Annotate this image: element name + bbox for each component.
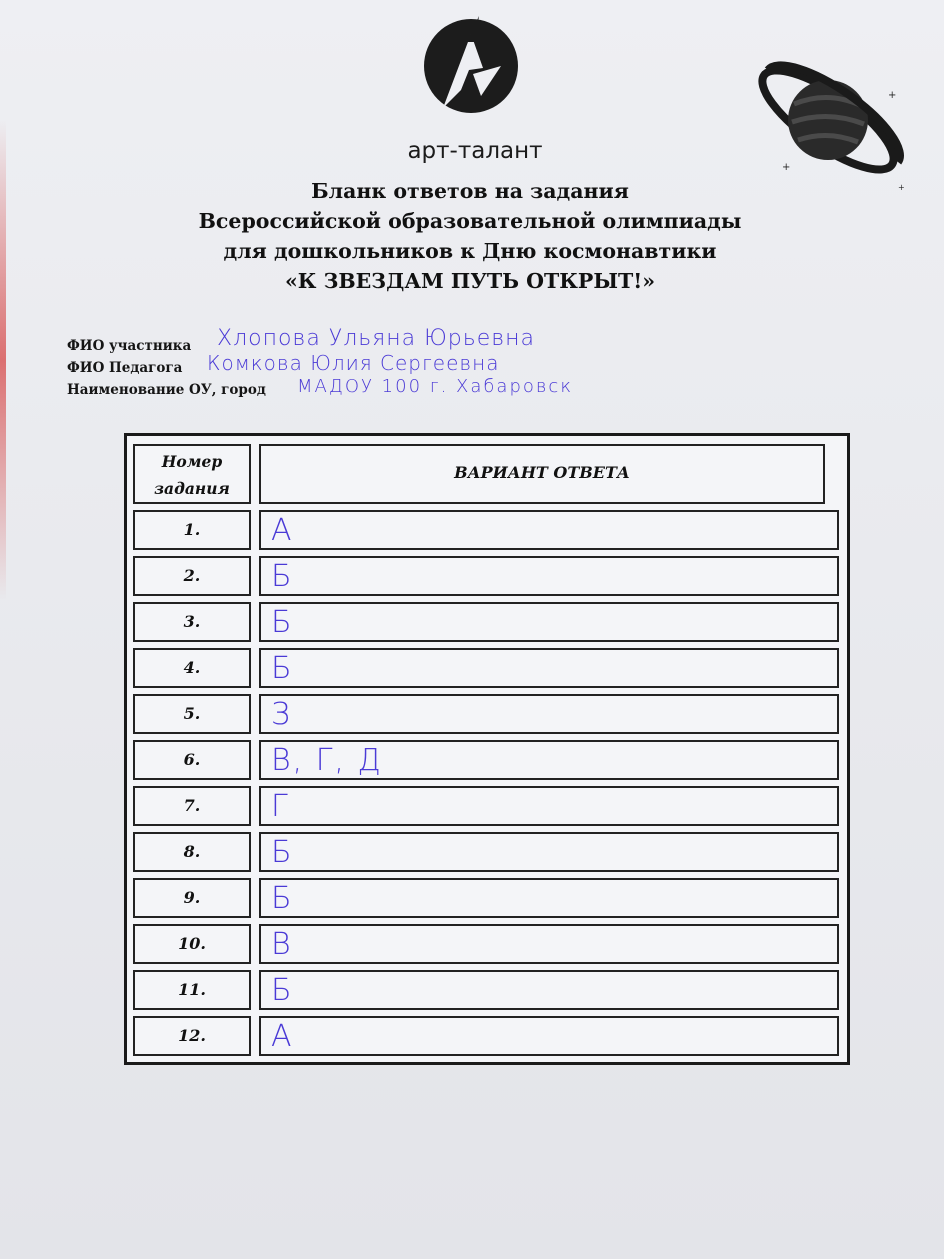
answer-cell xyxy=(259,924,839,964)
brand-name: арт-талант xyxy=(407,138,543,164)
column-header-number-line1: Номер xyxy=(161,452,223,471)
column-header-number xyxy=(133,444,251,504)
handwritten-answer: Б xyxy=(271,559,294,594)
table-header xyxy=(133,444,825,504)
answer-cell xyxy=(259,832,839,872)
table-row xyxy=(133,738,839,784)
table-row xyxy=(133,508,839,554)
task-number: 6. xyxy=(133,740,251,780)
column-header-number-line2: задания xyxy=(154,479,230,498)
teacher-row xyxy=(67,351,667,376)
school-value: МАДОУ 100 г. Хабаровск xyxy=(297,376,574,397)
handwritten-answer: Б xyxy=(271,973,294,1008)
table-row xyxy=(133,600,839,646)
table-body xyxy=(133,508,839,1060)
task-number: 7. xyxy=(133,786,251,826)
school-label: Наименование ОУ, город xyxy=(67,382,266,398)
task-number: 1. xyxy=(133,510,251,550)
answer-cell xyxy=(259,878,839,918)
handwritten-answer: Г xyxy=(271,789,290,824)
title-line-3: для дошкольников к Дню космонавтики xyxy=(223,239,717,263)
handwritten-answer: Б xyxy=(271,881,294,916)
handwritten-answer: В xyxy=(271,927,293,962)
participant-info xyxy=(67,326,667,398)
title-line-4: «К ЗВЕЗДАМ ПУТЬ ОТКРЫТ!» xyxy=(284,269,656,293)
task-number: 9. xyxy=(133,878,251,918)
task-number: 4. xyxy=(133,648,251,688)
school-row xyxy=(67,376,667,398)
table-row xyxy=(133,692,839,738)
handwritten-answer: А xyxy=(271,513,294,548)
sheet-title-block xyxy=(120,176,820,296)
task-number: 12. xyxy=(133,1016,251,1056)
task-number: 2. xyxy=(133,556,251,596)
participant-label: ФИО участника xyxy=(67,338,192,354)
answer-cell xyxy=(259,556,839,596)
task-number: 3. xyxy=(133,602,251,642)
participant-value: Хлопова Ульяна Юрьевна xyxy=(217,326,536,351)
table-row xyxy=(133,784,839,830)
task-number: 8. xyxy=(133,832,251,872)
answer-cell xyxy=(259,740,839,780)
answer-cell xyxy=(259,694,839,734)
teacher-label: ФИО Педагога xyxy=(67,360,183,376)
handwritten-answer: Б xyxy=(271,605,294,640)
task-number: 11. xyxy=(133,970,251,1010)
answer-cell xyxy=(259,786,839,826)
svg-text:+: + xyxy=(782,162,791,173)
table-row xyxy=(133,554,839,600)
title-line-1: Бланк ответов на задания xyxy=(311,179,629,203)
answer-table xyxy=(124,433,850,1065)
table-row xyxy=(133,830,839,876)
svg-text:+: + xyxy=(888,90,897,101)
answer-cell xyxy=(259,602,839,642)
handwritten-answer: В, Г, Д xyxy=(271,743,383,778)
column-header-answer: ВАРИАНТ ОТВЕТА xyxy=(259,444,825,504)
table-row xyxy=(133,1014,839,1060)
svg-text:+: + xyxy=(898,183,905,192)
table-row xyxy=(133,646,839,692)
table-row xyxy=(133,968,839,1014)
table-row xyxy=(133,922,839,968)
art-talant-logo-icon xyxy=(421,12,521,124)
handwritten-answer: А xyxy=(271,1019,294,1054)
answer-cell xyxy=(259,970,839,1010)
task-number: 5. xyxy=(133,694,251,734)
title-line-2: Всероссийской образовательной олимпиады xyxy=(198,209,742,233)
handwritten-answer: Б xyxy=(271,835,294,870)
answer-cell xyxy=(259,510,839,550)
handwritten-answer: Б xyxy=(271,651,294,686)
table-row xyxy=(133,876,839,922)
paper-edge-shadow xyxy=(0,120,6,600)
handwritten-answer: З xyxy=(271,697,293,732)
task-number: 10. xyxy=(133,924,251,964)
answer-cell xyxy=(259,648,839,688)
teacher-value: Комкова Юлия Сергеевна xyxy=(207,351,500,375)
answer-cell xyxy=(259,1016,839,1056)
